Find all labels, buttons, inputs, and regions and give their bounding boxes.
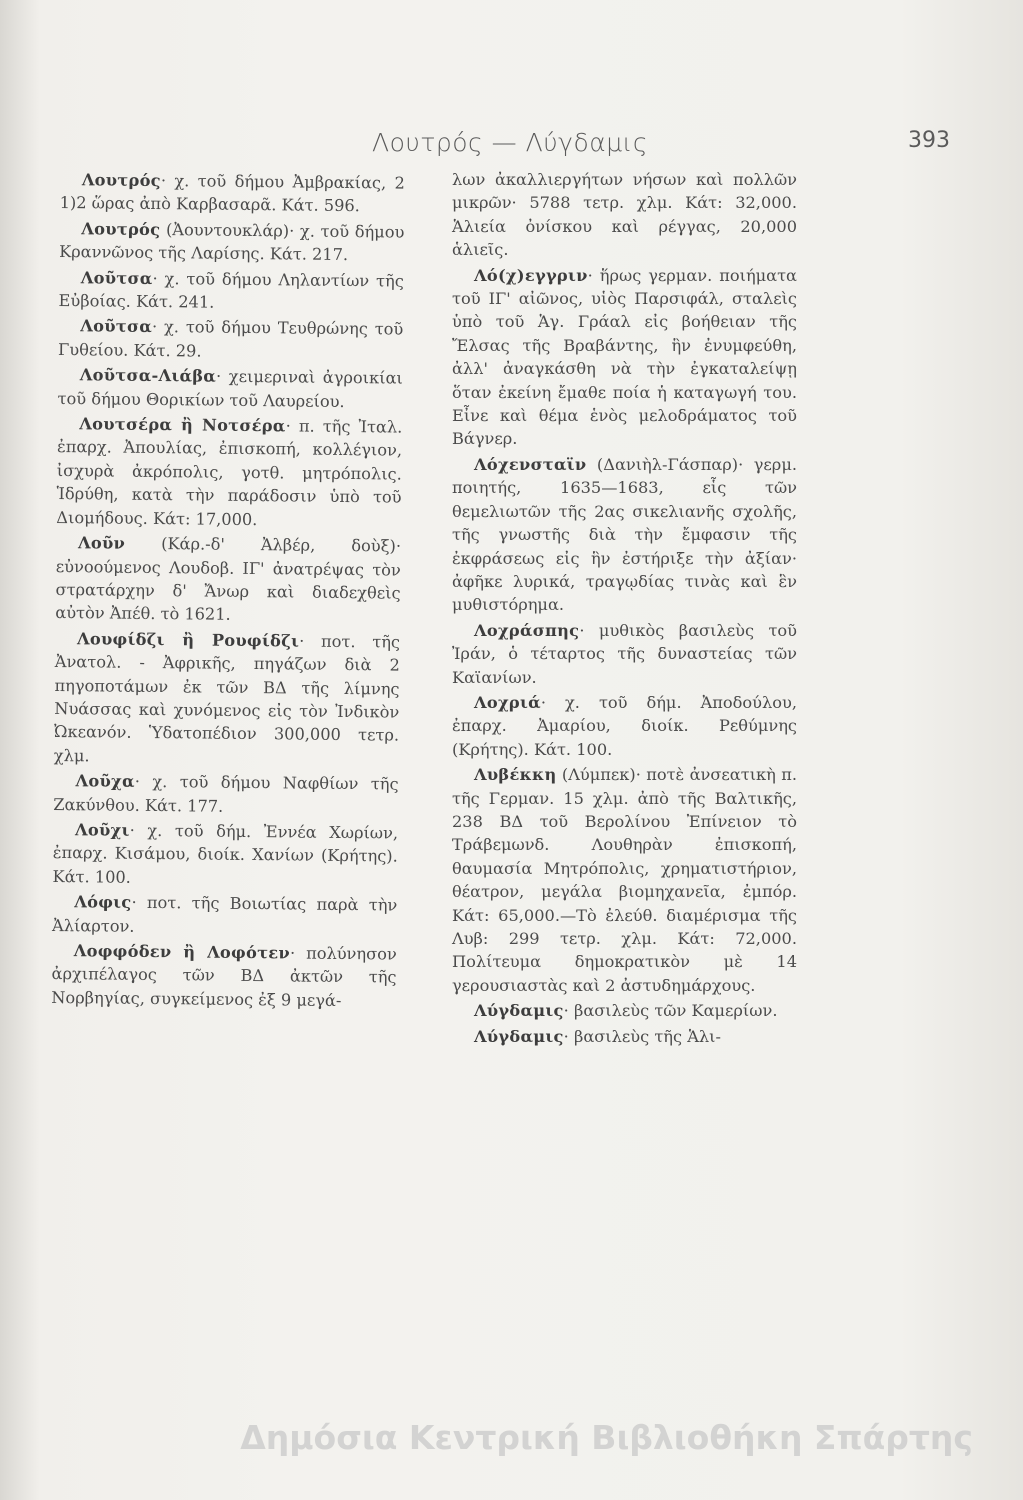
entry-text: · χ. τοῦ δήμ. Ἀποδούλου, ἐπαρχ. Ἀμαρίου, διοίκ. Ρεθύμνης (Κρήτης). Κάτ. 100. bbox=[452, 692, 797, 759]
dictionary-entry bbox=[59, 217, 404, 267]
entry-text: · βασιλεὺς τῆς Ἁλι- bbox=[563, 1026, 721, 1046]
entry-headword: Λυβέκκη bbox=[474, 765, 557, 785]
entry-headword: Λουτρός bbox=[81, 170, 161, 191]
left-column bbox=[51, 168, 405, 1015]
entry-headword: Λοῦτσα bbox=[80, 316, 153, 337]
entry-headword: Λοῦν bbox=[77, 533, 126, 553]
entry-headword: Λουτρός bbox=[81, 219, 161, 239]
entry-headword: Λοχράσπης bbox=[474, 620, 580, 640]
entry-text: λων ἀκαλλιεργήτων νήσων καὶ πολλῶν μικρῶν· 5788 τετρ. χλμ. Κάτ: 32,000. Ἁλιεία ὀνίσκου καὶ ρέγγας, 20,000 ἁλιεῖς. bbox=[452, 170, 797, 260]
entry-headword: Λοφφόδεν ἢ Λοφότεν bbox=[73, 941, 291, 963]
entry-text: · χ. τοῦ δήμου Ναφθίων τῆς Ζακύνθου. Κάτ. 177. bbox=[53, 771, 399, 816]
entry-text: · μυθικὸς βασιλεὺς τοῦ Ἰράν, ὁ τέταρτος τῆς δυναστείας τῶν Καϊανίων. bbox=[452, 620, 797, 687]
entry-headword: Λουτσέρα ἢ Νοτσέρα bbox=[79, 414, 286, 436]
entry-text: · ποτ. τῆς Ἀνατολ. - Ἀφρικῆς, πηγάζων διὰ 2 πηγοποτάμων ἐκ τῶν ΒΔ τῆς λίμνης Νυάσσας καὶ χυνόμενος εἰς τὸν Ἰνδικὸν Ὠκεανόν. Ὑδατοπέδιον 300,000 τετρ. χλμ. bbox=[53, 631, 401, 766]
entry-headword: Λόχενσταϊν bbox=[474, 454, 587, 474]
dictionary-entry bbox=[452, 1025, 797, 1048]
dictionary-entry-continued bbox=[452, 168, 797, 262]
dictionary-entry bbox=[452, 999, 797, 1022]
entry-text: · χ. τοῦ δήμου Ἀμβρακίας, 2 1)2 ὥρας ἀπὸ Καρβασαρᾶ. Κάτ. 596. bbox=[59, 171, 405, 216]
entry-headword: Λουφίδζι ἢ Ρουφίδζι bbox=[76, 628, 300, 651]
right-column bbox=[452, 168, 797, 1050]
dictionary-entry bbox=[452, 691, 797, 761]
dictionary-entry bbox=[58, 314, 403, 364]
entry-headword: Λοῦτσα-Λιάβα bbox=[79, 365, 217, 386]
dictionary-entry bbox=[452, 264, 797, 451]
entry-headword: Λοχριά bbox=[474, 692, 541, 712]
library-watermark: Δημόσια Κεντρική Βιβλιοθήκη Σπάρτης bbox=[240, 1418, 973, 1457]
dictionary-entry bbox=[51, 939, 397, 1013]
entry-text: · ποτ. τῆς Βοιωτίας παρὰ τὴν Ἀλίαρτον. bbox=[51, 892, 398, 936]
entry-text: (Κάρ.-δ' Ἀλβέρ, δοὺξ)· εὐνοούμενος Λουδοβ. ΙΓ' ἀνατρέψας τὸν στρατάρχην δ' Ἄνωρ καὶ διαδεχθεὶς αὐτὸν Ἀπέθ. τὸ 1621. bbox=[55, 533, 402, 625]
dictionary-entry bbox=[54, 627, 400, 771]
entry-text: · χ. τοῦ δήμ. Ἐννέα Χωρίων, ἐπαρχ. Κισάμου, διοίκ. Χανίων (Κρήτης). Κάτ. 100. bbox=[52, 820, 399, 887]
entry-headword: Λόφις bbox=[74, 892, 132, 912]
entry-headword: Λοῦχα bbox=[75, 771, 135, 791]
running-head: Λουτρός — Λύγδαμις bbox=[371, 128, 649, 157]
entry-headword: Λύγδαμις bbox=[474, 1001, 564, 1021]
entry-headword: Λό(χ)εγγριν bbox=[474, 265, 588, 285]
entry-text: · χειμεριναὶ ἀγροικίαι τοῦ δήμου Θορικίων τοῦ Λαυρείου. bbox=[57, 366, 403, 411]
dictionary-entry bbox=[452, 763, 797, 997]
entry-headword: Λοῦχι bbox=[74, 820, 130, 840]
entry-headword: Λοῦτσα bbox=[80, 267, 153, 288]
entry-text: (Δανιὴλ-Γάσπαρ)· γερμ. ποιητής, 1635—1683, εἷς τῶν θεμελιωτῶν τῆς 2ας σικελιανῆς σχολῆς, τῆς γνωστῆς διὰ τὴν ἔμφασιν τῆς ἐκφράσεως εἰς ἣν ἐστήριξε τὴν ἀξίαν· ἀφῆκε λυρικά, τραγῳδίας τινὰς καὶ ἓν μυθιστόρημα. bbox=[452, 454, 797, 615]
dictionary-entry bbox=[57, 363, 402, 413]
entry-text: · χ. τοῦ δήμου Τευθρώνης τοῦ Γυθείου. Κάτ. 29. bbox=[58, 317, 404, 361]
dictionary-entry bbox=[52, 818, 398, 892]
dictionary-entry bbox=[452, 453, 797, 617]
entry-headword: Λύγδαμις bbox=[474, 1026, 564, 1046]
dictionary-entry bbox=[58, 266, 403, 316]
dictionary-entry bbox=[452, 619, 797, 689]
dictionary-entry bbox=[55, 531, 401, 628]
entry-text: · χ. τοῦ δήμου Ληλαντίων τῆς Εὐβοίας. Κάτ. 241. bbox=[58, 268, 404, 312]
dictionary-entry bbox=[53, 769, 398, 819]
page-number: 393 bbox=[908, 128, 950, 153]
dictionary-entry bbox=[52, 890, 397, 940]
entry-text: (Ἀουντουκλάρ)· χ. τοῦ δήμου Κραννῶνος τῆς Λαρίσης. Κάτ. 217. bbox=[59, 219, 405, 265]
dictionary-entry bbox=[60, 168, 405, 218]
entry-text: · ἥρως γερμαν. ποιήματα τοῦ ΙΓ' αἰῶνος, υἱὸς Παρσιφάλ, σταλεὶς ὑπὸ τοῦ Ἁγ. Γράαλ εἰς βοήθειαν τῆς Ἔλσας τῆς Βραβάντης, ἣν ἐνυμφεύθη, ἀλλ' ἀναγκάσθη νὰ τὴν ἐγκαταλείψῃ ὅταν ἐκείνη ἔμαθε ποία ἡ καταγωγή του. Εἶνε καὶ θέμα ἑνὸς μελοδράματος τοῦ Βάγνερ. bbox=[452, 265, 797, 449]
dictionary-entry bbox=[56, 412, 402, 533]
page-header bbox=[70, 128, 950, 168]
entry-text: (Λύμπεκ)· ποτὲ ἀνσεατικὴ π. τῆς Γερμαν. 15 χλμ. ἀπὸ τῆς Βαλτικῆς, 238 ΒΔ τοῦ Βερολίνου Ἐπίνειον τὸ Τράβεμωνδ. Λουθηρὰν ἐπισκοπή, θαυμασία Μητρόπολις, χρηματιστήριον, θέατρον, μεγάλα βιομηχανεῖα, ἐμπόρ. Κάτ: 65,000.—Τὸ ἐλεύθ. διαμέρισμα τῆς Λυβ: 299 τετρ. χλμ. Κάτ: 72,000. Πολίτευμα δημοκρατικὸν μὲ 14 γερουσιαστὰς καὶ 2 ἀστυδημάρχους. bbox=[452, 765, 797, 995]
entry-text: · βασιλεὺς τῶν Καμερίων. bbox=[563, 1001, 778, 1021]
entry-text: · πολύνησον ἀρχιπέλαγος τῶν ΒΔ ἀκτῶν τῆς Νορβηγίας, συγκείμενος ἐξ 9 μεγά- bbox=[51, 943, 397, 1010]
entry-text: · π. τῆς Ἰταλ. ἐπαρχ. Ἀπουλίας, ἐπισκοπή, κολλέγιον, ἰσχυρὰ ἀκρόπολις, γοτθ. μητρόπολις. Ἱδρύθη, κατὰ τὴν παράδοσιν ὑπὸ τοῦ Διομήδους. Κάτ: 17,000. bbox=[56, 416, 403, 529]
